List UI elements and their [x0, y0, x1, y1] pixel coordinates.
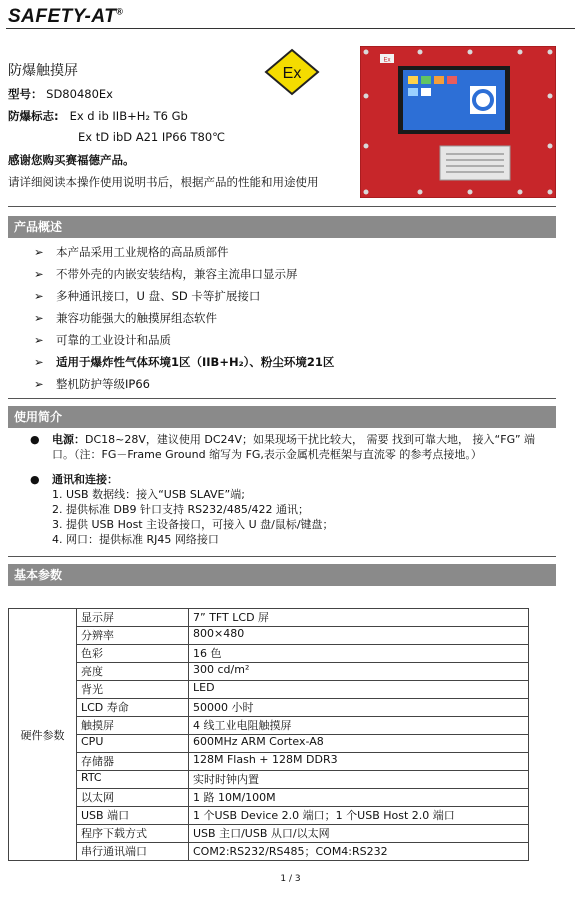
spec-key: CPU	[77, 735, 189, 753]
spec-key: 存储器	[77, 753, 189, 771]
overview-item: ➢ 适用于爆炸性气体环境1区（IIB+H₂）、粉尘环境21区	[34, 355, 335, 369]
overview-item: ➢ 兼容功能强大的触摸屏组态软件	[34, 311, 217, 325]
spec-row	[9, 681, 529, 699]
brand-logo: SAFETY-AT®	[8, 6, 124, 27]
thanks-text: 感谢您购买赛福德产品。	[8, 153, 135, 167]
overview-item: ➢ 整机防护等级IP66	[34, 377, 150, 391]
comm-item: 4. 网口：提供标准 RJ45 网络接口	[52, 533, 219, 546]
comm-item: 1. USB 数据线：接入“USB SLAVE”端;	[52, 488, 245, 501]
spec-row	[9, 645, 529, 663]
overview-item: ➢ 可靠的工业设计和品质	[34, 333, 171, 347]
device-ex-tag: Ex	[383, 57, 391, 64]
spec-table	[8, 608, 529, 861]
spec-row	[9, 699, 529, 717]
ex-warning-icon	[264, 48, 320, 96]
model-line: 型号： SD80480Ex	[8, 87, 113, 101]
spec-key: 背光	[77, 681, 189, 699]
spec-value: 4 线工业电阻触摸屏	[189, 717, 529, 735]
comm-item: 2. 提供标准 DB9 针口支持 RS232/485/422 通讯；	[52, 503, 310, 516]
spec-key: 分辨率	[77, 627, 189, 645]
spec-value: COM2:RS232/RS485；COM4:RS232	[189, 843, 529, 861]
comm-item: 3. 提供 USB Host 主设备接口，可接入 U 盘/鼠标/键盘；	[52, 518, 334, 531]
spec-key: 亮度	[77, 663, 189, 681]
spec-row	[9, 807, 529, 825]
spec-value: 50000 小时	[189, 699, 529, 717]
bullet-icon: ●	[30, 433, 40, 446]
spec-group-label: 硬件参数	[9, 609, 77, 861]
spec-value: LED	[189, 681, 529, 699]
spec-key: RTC	[77, 771, 189, 789]
spec-row	[9, 735, 529, 753]
divider	[8, 556, 556, 557]
spec-key: 色彩	[77, 645, 189, 663]
bullet-icon: ●	[30, 473, 40, 486]
header-rule	[6, 28, 575, 29]
divider	[8, 206, 556, 207]
section-overview: 产品概述	[8, 216, 556, 238]
product-title: 防爆触摸屏	[8, 63, 78, 79]
spec-row	[9, 843, 529, 861]
spec-key: 触摸屏	[77, 717, 189, 735]
power-note: 口。（注：FG－Frame Ground 缩写为 FG,表示金属机壳框架与直流零 的参考点接地。）	[52, 448, 482, 461]
spec-key: 以太网	[77, 789, 189, 807]
spec-value: 800×480	[189, 627, 529, 645]
comm-label: 通讯和连接：	[52, 473, 118, 486]
section-usage: 使用简介	[8, 406, 556, 428]
spec-value: 16 色	[189, 645, 529, 663]
spec-key: LCD 寿命	[77, 699, 189, 717]
overview-item: ➢ 本产品采用工业规格的高品质部件	[34, 245, 229, 259]
spec-value: 300 cd/m²	[189, 663, 529, 681]
spec-value: 600MHz ARM Cortex-A8	[189, 735, 529, 753]
spec-row	[9, 609, 529, 627]
overview-item: ➢ 不带外壳的内嵌安装结构，兼容主流串口显示屏	[34, 267, 298, 281]
spec-key: 串行通讯端口	[77, 843, 189, 861]
instruction-text: 请详细阅读本操作使用说明书后，根据产品的性能和用途使用	[8, 175, 319, 189]
spec-row	[9, 627, 529, 645]
spec-value: 实时时钟内置	[189, 771, 529, 789]
overview-item: ➢ 多种通讯接口，U 盘、SD 卡等扩展接口	[34, 289, 261, 303]
spec-key: 显示屏	[77, 609, 189, 627]
section-params: 基本参数	[8, 564, 556, 586]
spec-value: USB 主口/USB 从口/以太网	[189, 825, 529, 843]
spec-value: 128M Flash + 128M DDR3	[189, 753, 529, 771]
spec-value: 7” TFT LCD 屏	[189, 609, 529, 627]
spec-row	[9, 753, 529, 771]
spec-row	[9, 663, 529, 681]
spec-key: USB 端口	[77, 807, 189, 825]
ex-line-1: 防爆标志: Ex d ib IIB+H₂ T6 Gb	[8, 109, 188, 123]
device-photo	[360, 46, 556, 198]
spec-row	[9, 825, 529, 843]
page-number: 1 / 3	[280, 874, 301, 884]
spec-row	[9, 771, 529, 789]
divider	[8, 398, 556, 399]
ex-line-2: Ex tD ibD A21 IP66 T80℃	[78, 130, 226, 144]
spec-key: 程序下载方式	[77, 825, 189, 843]
spec-value: 1 路 10M/100M	[189, 789, 529, 807]
spec-value: 1 个USB Device 2.0 端口；1 个USB Host 2.0 端口	[189, 807, 529, 825]
power-text: 电源：DC18~28V，建议使用 DC24V；如果现场干扰比较大， 需要 找到可靠大地， 接入“FG” 端	[52, 433, 536, 446]
ex-badge-text: Ex	[282, 65, 302, 82]
spec-row	[9, 789, 529, 807]
spec-row	[9, 717, 529, 735]
